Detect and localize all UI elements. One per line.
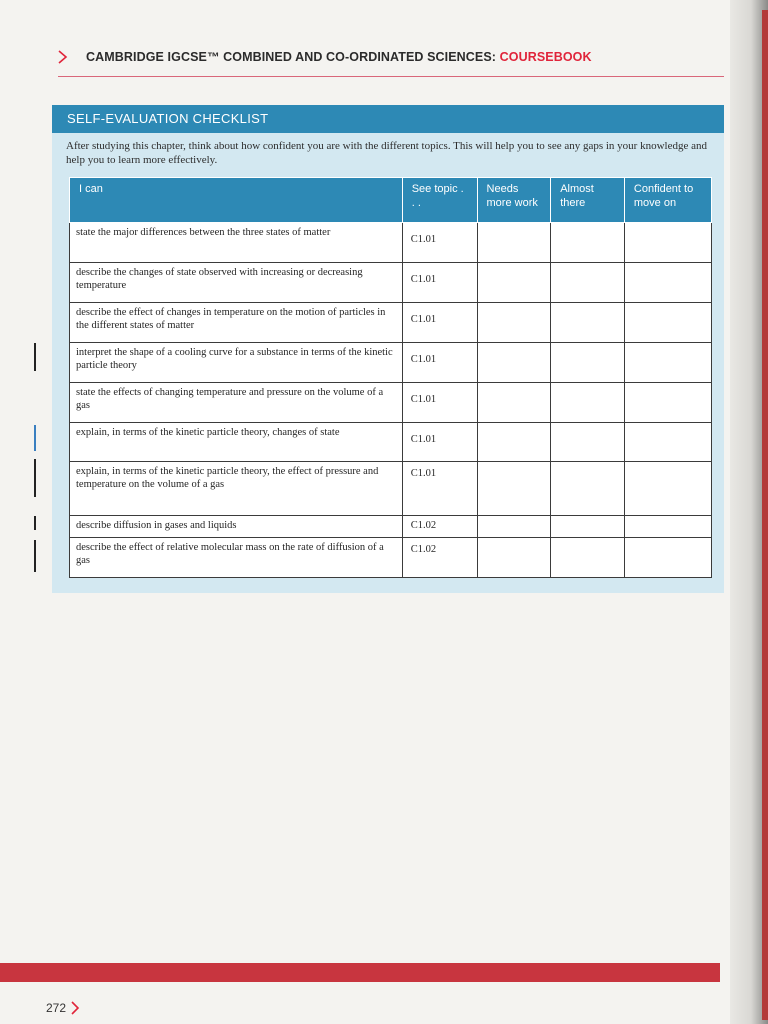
self-evaluation-box: [52, 105, 724, 593]
header-see-topic: See topic . . .: [402, 178, 477, 223]
footer-band: [0, 963, 720, 982]
table-header-row: [70, 178, 712, 223]
rating-cell-almost-there[interactable]: [551, 263, 625, 303]
rating-cell-confident[interactable]: [624, 343, 711, 383]
row-topic: C1.01: [402, 223, 477, 263]
rating-cell-confident[interactable]: [624, 516, 711, 538]
row-statement: interpret the shape of a cooling curve for a substance in terms of the kinetic particle theory: [70, 343, 403, 383]
header-almost-there: Almost there: [551, 178, 625, 223]
rating-cell-needs-more-work[interactable]: [477, 383, 551, 423]
rating-cell-needs-more-work[interactable]: [477, 516, 551, 538]
row-topic: C1.01: [402, 462, 477, 516]
table-row: [70, 516, 712, 538]
row-statement: describe the effect of relative molecular mass on the rate of diffusion of a gas: [70, 538, 403, 578]
margin-change-bar: [34, 343, 36, 371]
header-confident: Confident to move on: [624, 178, 711, 223]
rating-cell-confident[interactable]: [624, 383, 711, 423]
table-row: [70, 538, 712, 578]
table-row: [70, 423, 712, 462]
table-row: [70, 263, 712, 303]
rating-cell-almost-there[interactable]: [551, 383, 625, 423]
book-title-accent: COURSEBOOK: [499, 50, 592, 64]
table-row: [70, 223, 712, 263]
rating-cell-confident[interactable]: [624, 423, 711, 462]
book-spine-edge: [762, 10, 768, 1020]
margin-change-bar: [34, 459, 36, 497]
table-row: [70, 383, 712, 423]
rating-cell-confident[interactable]: [624, 538, 711, 578]
checklist-title: SELF-EVALUATION CHECKLIST: [52, 105, 724, 133]
header-rule: [58, 76, 724, 77]
checklist-intro: After studying this chapter, think about how confident you are with the different topics. This will help you to see any gaps in your knowledge and help you to learn more effectively.: [66, 140, 707, 166]
rating-cell-confident[interactable]: [624, 303, 711, 343]
book-title-main: CAMBRIDGE IGCSE™ COMBINED AND CO-ORDINATED SCIENCES:: [86, 50, 500, 64]
row-statement: describe diffusion in gases and liquids: [70, 516, 403, 538]
rating-cell-needs-more-work[interactable]: [477, 303, 551, 343]
checklist-table: [69, 177, 712, 578]
table-row: [70, 462, 712, 516]
row-topic: C1.01: [402, 383, 477, 423]
row-statement: describe the effect of changes in temperature on the motion of particles in the different states of matter: [70, 303, 403, 343]
rating-cell-almost-there[interactable]: [551, 423, 625, 462]
running-header: [58, 50, 728, 64]
row-statement: describe the changes of state observed with increasing or decreasing temperature: [70, 263, 403, 303]
row-statement: explain, in terms of the kinetic particle theory, changes of state: [70, 423, 403, 462]
row-topic: C1.01: [402, 303, 477, 343]
rating-cell-almost-there[interactable]: [551, 516, 625, 538]
rating-cell-confident[interactable]: [624, 263, 711, 303]
rating-cell-needs-more-work[interactable]: [477, 538, 551, 578]
rating-cell-almost-there[interactable]: [551, 223, 625, 263]
row-topic: C1.02: [402, 538, 477, 578]
header-ican: I can: [70, 178, 403, 223]
row-topic: C1.01: [402, 423, 477, 462]
row-topic: C1.02: [402, 516, 477, 538]
book-title: [86, 50, 592, 64]
table-row: [70, 303, 712, 343]
margin-change-bar: [34, 516, 36, 530]
rating-cell-needs-more-work[interactable]: [477, 423, 551, 462]
row-statement: state the major differences between the three states of matter: [70, 223, 403, 263]
rating-cell-confident[interactable]: [624, 462, 711, 516]
page-number-text: 272: [46, 1001, 67, 1015]
chevron-right-icon: [58, 50, 68, 64]
rating-cell-needs-more-work[interactable]: [477, 462, 551, 516]
header-needs-more-work: Needs more work: [477, 178, 551, 223]
row-topic: C1.01: [402, 343, 477, 383]
row-statement: explain, in terms of the kinetic particle theory, the effect of pressure and temperature on the volume of a gas: [70, 462, 403, 516]
rating-cell-confident[interactable]: [624, 223, 711, 263]
margin-change-bar: [34, 425, 36, 451]
rating-cell-almost-there[interactable]: [551, 343, 625, 383]
rating-cell-needs-more-work[interactable]: [477, 223, 551, 263]
rating-cell-almost-there[interactable]: [551, 303, 625, 343]
rating-cell-needs-more-work[interactable]: [477, 343, 551, 383]
rating-cell-almost-there[interactable]: [551, 462, 625, 516]
rating-cell-almost-there[interactable]: [551, 538, 625, 578]
page-number: [46, 1001, 80, 1015]
rating-cell-needs-more-work[interactable]: [477, 263, 551, 303]
table-row: [70, 343, 712, 383]
margin-change-bar: [34, 540, 36, 572]
row-topic: C1.01: [402, 263, 477, 303]
row-statement: state the effects of changing temperature and pressure on the volume of a gas: [70, 383, 403, 423]
chevron-right-icon: [71, 1001, 80, 1015]
